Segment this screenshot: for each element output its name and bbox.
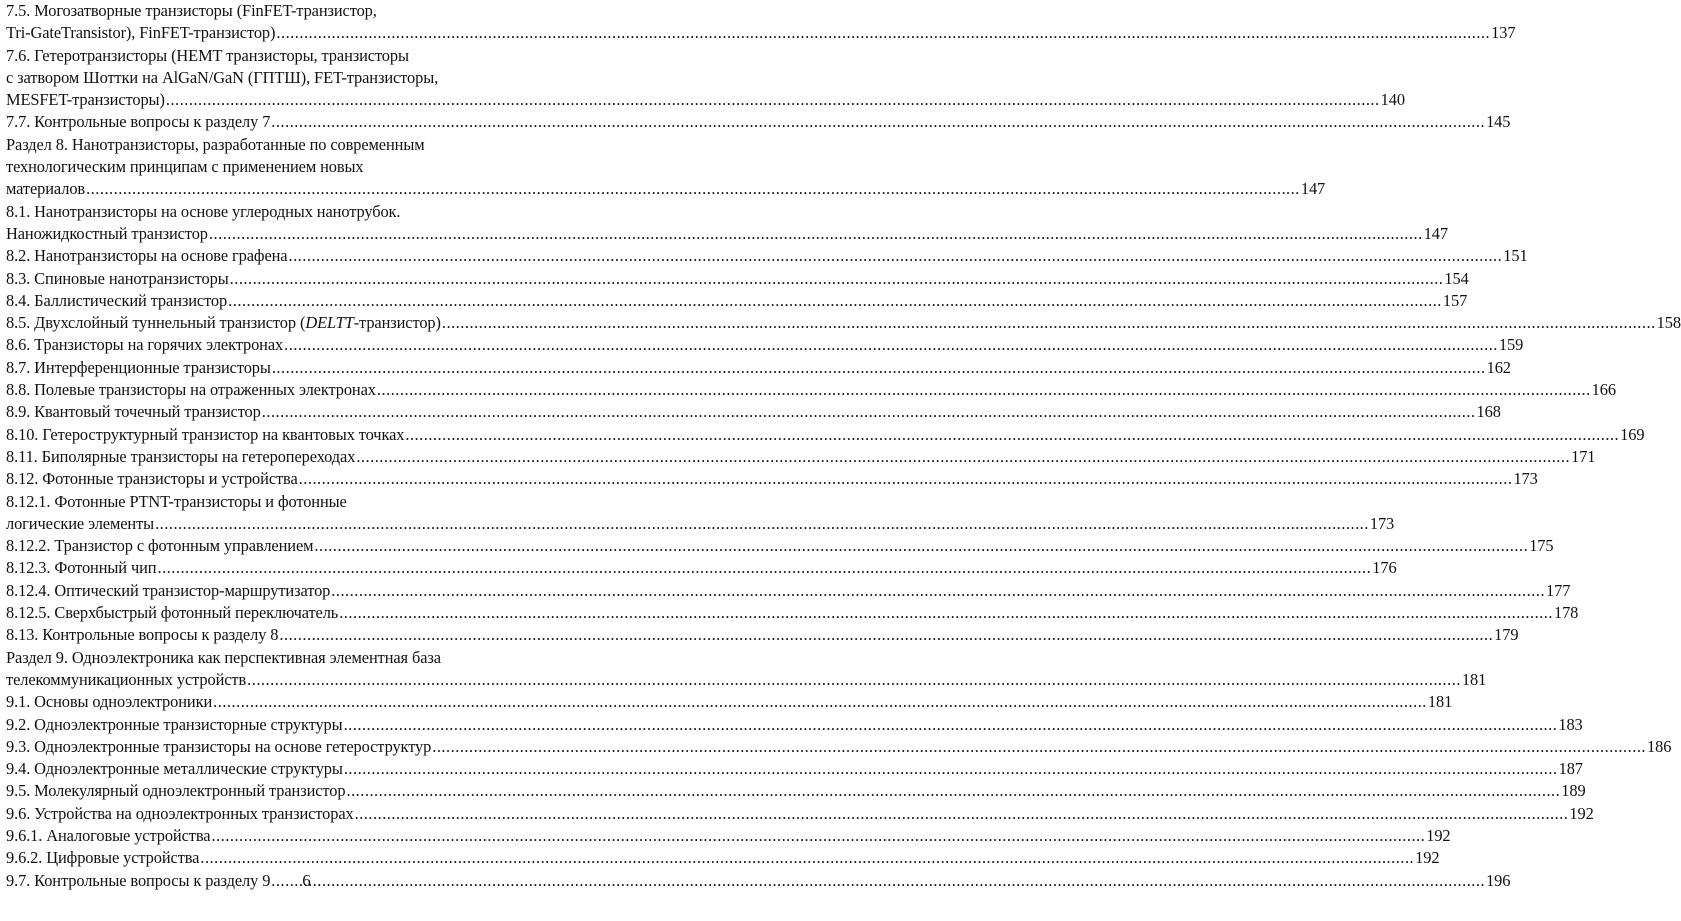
dot-leader (228, 290, 1442, 312)
toc-page-number: 192 (1415, 848, 1440, 868)
toc-entry-line (6, 134, 606, 156)
toc-entry-line (6, 803, 1594, 825)
dot-leader (279, 624, 1493, 646)
toc-entry-line (6, 624, 1519, 646)
toc-entry (6, 847, 1440, 869)
toc-entry-line (6, 201, 606, 223)
toc-entry (6, 602, 1579, 624)
toc-entry-title: 8.12.5. Сверхбыстрый фотонный переключатель (6, 603, 339, 623)
toc-entry (6, 647, 1487, 692)
toc-entry-title: 9.6.1. Аналоговые устройства (6, 825, 211, 845)
toc-entry-line (6, 268, 1469, 290)
toc-entry-title: 8.9. Квантовый точечный транзистор (6, 402, 261, 422)
toc-entry-title: MESFET-транзисторы) (6, 90, 165, 110)
dot-leader (213, 691, 1427, 713)
toc-entry (6, 468, 1538, 490)
toc-page-number: 181 (1461, 669, 1487, 689)
toc-entry-title: 8.1. Нанотранзисторы на основе углеродных нанотрубок. (6, 201, 401, 221)
toc-entry (6, 334, 1524, 356)
toc-page-number: 151 (1503, 246, 1528, 266)
toc-entry (6, 401, 1501, 423)
dot-leader (200, 847, 1414, 869)
toc-page-number: 186 (1647, 736, 1672, 756)
toc-entry-title: 8.4. Баллистический транзистор (6, 290, 228, 310)
page-number: 6 (302, 871, 311, 890)
toc-entry-title: 8.11. Биполярные транзисторы на гетеропереходах (6, 446, 356, 466)
toc-page-number: 137 (1491, 23, 1516, 43)
toc-entry-line (6, 22, 1516, 44)
dot-leader (86, 178, 1300, 200)
toc-entry-title: 8.6. Транзисторы на горячих электронах (6, 335, 284, 355)
toc-page-number: 159 (1498, 335, 1524, 355)
toc-entry (6, 825, 1451, 847)
toc-entry-title: 8.12.2. Транзистор с фотонным управлением (6, 536, 314, 556)
toc-entry-line (6, 669, 1487, 691)
toc-entry-title: 8.12.3. Фотонный чип (6, 558, 157, 578)
toc-page-number: 169 (1620, 424, 1645, 444)
toc-entry (6, 803, 1594, 825)
dot-leader (356, 446, 1570, 468)
toc-entry-line (6, 847, 1440, 869)
dot-leader (157, 557, 1371, 579)
dot-leader (344, 758, 1558, 780)
toc-entry-line (6, 468, 1538, 490)
toc-entry (6, 424, 1645, 446)
toc-page-number: 187 (1558, 759, 1583, 779)
toc-page-number: 196 (1486, 870, 1511, 890)
toc-page-number: 154 (1444, 268, 1469, 288)
toc-entry-line (6, 357, 1511, 379)
toc-entry-title: 9.5. Молекулярный одноэлектронный транзистор (6, 781, 346, 801)
toc-entry (6, 691, 1453, 713)
toc-entry-title: 7.5. Могозатворные транзисторы (FinFET-транзистор, (6, 1, 377, 20)
dot-leader (355, 803, 1569, 825)
toc-entry-title: 8.3. Спиновые нанотранзисторы (6, 268, 229, 288)
toc-entry-title: 8.10. Гетероструктурный транзистор на квантовых точках (6, 424, 405, 444)
dot-leader (262, 401, 1476, 423)
dot-leader (209, 223, 1423, 245)
toc-page-number: 147 (1423, 223, 1448, 243)
toc-page-number: 157 (1442, 290, 1468, 310)
dot-leader (346, 780, 1560, 802)
toc-entry (6, 557, 1397, 579)
toc-entry (6, 290, 1468, 312)
toc-page-number: 145 (1486, 112, 1511, 132)
italic-term: DELTT (305, 313, 354, 333)
toc-entry-title: 8.2. Нанотранзисторы на основе графена (6, 246, 288, 266)
toc-entry-title: 8.12.4. Оптический транзистор-маршрутизатор (6, 580, 331, 600)
toc-page-number: 181 (1427, 692, 1453, 712)
toc-page-number: 192 (1426, 825, 1451, 845)
toc-entry (6, 245, 1528, 267)
dot-leader (377, 379, 1591, 401)
toc-entry (6, 134, 1326, 201)
toc-page-number: 140 (1380, 90, 1405, 110)
toc-entry-line (6, 178, 1326, 200)
toc-entry-line (6, 491, 606, 513)
toc-entry-line (6, 401, 1501, 423)
dot-leader (155, 513, 1369, 535)
dot-leader (344, 714, 1558, 736)
toc-page-number: 183 (1558, 714, 1583, 734)
toc-page-number: 166 (1591, 380, 1616, 400)
toc-entry-title: 9.3. Одноэлектронные транзисторы на основе гетероструктур (6, 736, 432, 756)
dot-leader (299, 468, 1513, 490)
toc-page-number: 178 (1553, 603, 1579, 623)
toc-entry (6, 0, 1516, 45)
toc-entry-line (6, 45, 606, 67)
toc-entry-title: 8.13. Контрольные вопросы к разделу 8 (6, 625, 279, 645)
toc-entry-title: 9.2. Одноэлектронные транзисторные структуры (6, 714, 343, 734)
toc-entry-line (6, 245, 1528, 267)
toc-entry-line (6, 0, 606, 22)
toc-entry-line (6, 312, 1681, 334)
toc-entry-title: 7.6. Гетеротранзисторы (HEMT транзисторы, транзисторы (6, 45, 409, 65)
dot-leader (331, 580, 1545, 602)
toc-entry (6, 45, 1405, 112)
toc-entry-title: Наножидкостный транзистор (6, 223, 208, 243)
toc-entry-title: с затвором Шоттки на AlGaN/GaN (ГПТШ), FET-транзисторы, (6, 67, 439, 87)
toc-entry (6, 379, 1616, 401)
toc-page-number: 147 (1300, 179, 1326, 199)
toc-page-number: 192 (1569, 803, 1594, 823)
toc-entry-title: материалов (6, 179, 86, 199)
dot-leader (272, 357, 1486, 379)
toc-page-number: 168 (1476, 402, 1501, 422)
toc-entry-line (6, 290, 1468, 312)
toc-entry-title: 8.5. Двухслойный туннельный транзистор (DELTT-транзистор) (6, 313, 441, 333)
table-of-contents (6, 0, 1681, 892)
toc-entry (6, 491, 1395, 536)
dot-leader (166, 89, 1380, 111)
dot-leader (247, 669, 1461, 691)
toc-entry-line (6, 602, 1579, 624)
toc-entry (6, 357, 1511, 379)
toc-entry-line (6, 424, 1645, 446)
toc-page-number: 176 (1372, 558, 1397, 578)
toc-entry-line (6, 334, 1524, 356)
toc-entry (6, 535, 1554, 557)
toc-entry (6, 780, 1586, 802)
dot-leader (442, 312, 1656, 334)
dot-leader (314, 535, 1528, 557)
toc-entry-line (6, 111, 1511, 133)
toc-entry-title: 8.7. Интерференционные транзисторы (6, 357, 271, 377)
dot-leader (230, 268, 1444, 290)
toc-entry-line (6, 647, 606, 669)
toc-entry-line (6, 736, 1672, 758)
toc-entry-title: Раздел 8. Нанотранзисторы, разработанные по современным (6, 134, 425, 154)
toc-entry-title: 8.12.1. Фотонные PTNT-транзисторы и фотонные (6, 491, 347, 511)
dot-leader (339, 602, 1553, 624)
toc-entry-line (6, 691, 1453, 713)
toc-entry-line (6, 379, 1616, 401)
toc-entry-line (6, 446, 1596, 468)
toc-page-number: 179 (1494, 625, 1519, 645)
toc-entry (6, 268, 1469, 290)
dot-leader (284, 334, 1498, 356)
toc-entry (6, 446, 1596, 468)
toc-entry (6, 758, 1583, 780)
toc-entry-line (6, 535, 1554, 557)
dot-leader (405, 424, 1619, 446)
dot-leader (276, 22, 1490, 44)
toc-entry-title: 9.6. Устройства на одноэлектронных транзисторах (6, 803, 354, 823)
dot-leader (432, 736, 1646, 758)
toc-entry (6, 580, 1571, 602)
toc-entry-title: 9.7. Контрольные вопросы к разделу 9 (6, 870, 271, 890)
toc-entry-line (6, 156, 606, 178)
toc-entry-line (6, 223, 1448, 245)
toc-entry (6, 201, 1448, 246)
toc-entry (6, 624, 1519, 646)
toc-entry-line (6, 67, 606, 89)
toc-entry (6, 312, 1681, 334)
dot-leader (271, 111, 1485, 133)
toc-entry-title: 9.6.2. Цифровые устройства (6, 848, 200, 868)
toc-entry-title: технологическим принципам с применением новых (6, 157, 364, 177)
toc-entry-title: Раздел 9. Одноэлектроника как перспективная элементная база (6, 647, 441, 667)
toc-entry-title: логические элементы (6, 513, 155, 533)
toc-entry-line (6, 825, 1451, 847)
toc-page-number: 171 (1571, 446, 1596, 466)
toc-entry-title: 9.1. Основы одноэлектроники (6, 692, 213, 712)
toc-page-number: 177 (1546, 580, 1571, 600)
toc-entry (6, 714, 1583, 736)
toc-entry-title: 7.7. Контрольные вопросы к разделу 7 (6, 112, 271, 132)
toc-entry-line (6, 780, 1586, 802)
toc-page-number: 173 (1369, 513, 1395, 533)
toc-entry-title: 8.8. Полевые транзисторы на отраженных электронах (6, 380, 376, 400)
toc-page-number: 158 (1656, 313, 1681, 333)
toc-entry (6, 111, 1511, 133)
toc-page-number: 175 (1529, 536, 1554, 556)
dot-leader (211, 825, 1425, 847)
toc-entry-title: 9.4. Одноэлектронные металлические структуры (6, 759, 343, 779)
toc-page-number: 189 (1561, 781, 1586, 801)
toc-entry-line (6, 714, 1583, 736)
toc-entry-line (6, 557, 1397, 579)
toc-page-number: 173 (1513, 469, 1538, 489)
toc-entry-line (6, 89, 1405, 111)
toc-entry-title: Tri-GateTransistor), FinFET-транзистор) (6, 23, 276, 43)
toc-page-number: 162 (1486, 357, 1511, 377)
toc-entry-line (6, 580, 1571, 602)
toc-entry-title: телекоммуникационных устройств (6, 669, 247, 689)
toc-entry (6, 736, 1672, 758)
dot-leader (288, 245, 1502, 267)
toc-entry-line (6, 513, 1395, 535)
toc-entry-line (6, 758, 1583, 780)
toc-entry-title: 8.12. Фотонные транзисторы и устройства (6, 469, 298, 489)
